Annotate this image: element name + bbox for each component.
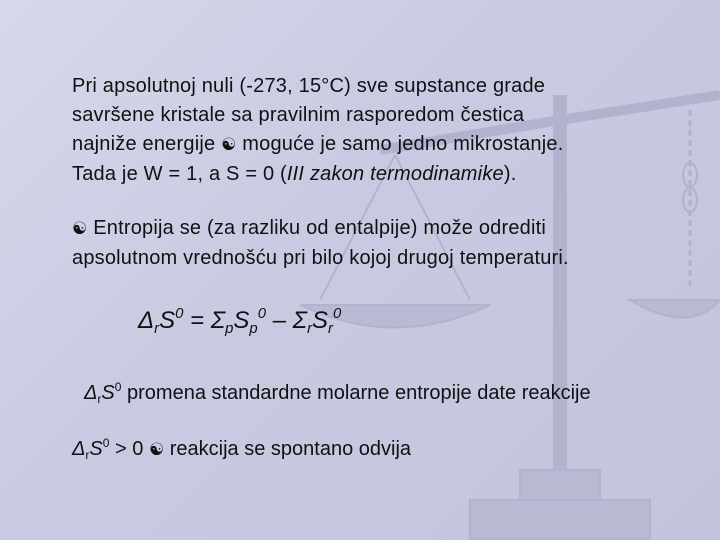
implies-icon-2: ☯ [148,440,165,460]
cond-sup-0: 0 [102,436,110,450]
def-sub-r: r [97,392,102,406]
p1-line4 [72,160,563,189]
p1-line3-end: moguće je samo jedno mikrostanje. [236,133,564,155]
p1-line4-suffix: ). [503,163,517,185]
condition-line [72,436,411,462]
bullet-icon: ☯ [72,219,88,239]
paragraph-entropy [72,214,569,273]
formula-sup-0c: 0 [333,306,342,322]
p1-line2: savršene kristale sa pravilnim rasporedom čestica [72,104,525,126]
p2-line2: apsolutnom vrednošću pri bilo kojoj drugoj temperaturi. [72,247,569,269]
definition-line [84,380,591,406]
paragraph-absolute-zero [72,72,563,189]
p1-line3 [72,130,563,160]
cond-text: reakcija se spontano odvija [164,438,412,460]
def-S: S [101,382,115,404]
formula-sub-r2: r [307,321,313,337]
formula-S-p: S [233,307,250,334]
def-text: promena standardne molarne entropije date reakcije [121,382,591,404]
formula-delta: Δ [138,307,155,334]
implies-icon: ☯ [221,135,237,155]
formula-sub-p: p [225,321,234,337]
cond-delta: Δ [72,438,86,460]
p1-line4-prefix: Tada je W = 1, a S = 0 ( [72,163,287,185]
formula-S-r: S [312,307,329,334]
formula-sup-0b: 0 [257,306,266,322]
p2-line1 [72,214,569,244]
formula-sub-p2: p [249,321,258,337]
cond-comparison: > 0 [109,438,149,460]
p2-line1-text: Entropija se (za razliku od entalpije) može odrediti [87,217,547,239]
formula-minus-sigma: – Σ [265,307,308,334]
formula-sub-r3: r [328,321,334,337]
formula-eq-sigma: = Σ [183,307,226,334]
cond-sub-r: r [85,448,90,462]
formula-sub-r: r [154,321,160,337]
entropy-formula [138,306,341,337]
formula-S: S [159,307,176,334]
p1-line3-start: najniže energije [72,133,222,155]
third-law-label: III zakon termodinamike [286,163,504,185]
formula-sup-0: 0 [175,306,184,322]
def-delta: Δ [84,382,98,404]
cond-S: S [89,438,103,460]
def-sup-0: 0 [114,380,122,394]
p1-line1: Pri apsolutnoj nuli (-273, 15°C) sve supstance grade [72,75,546,97]
